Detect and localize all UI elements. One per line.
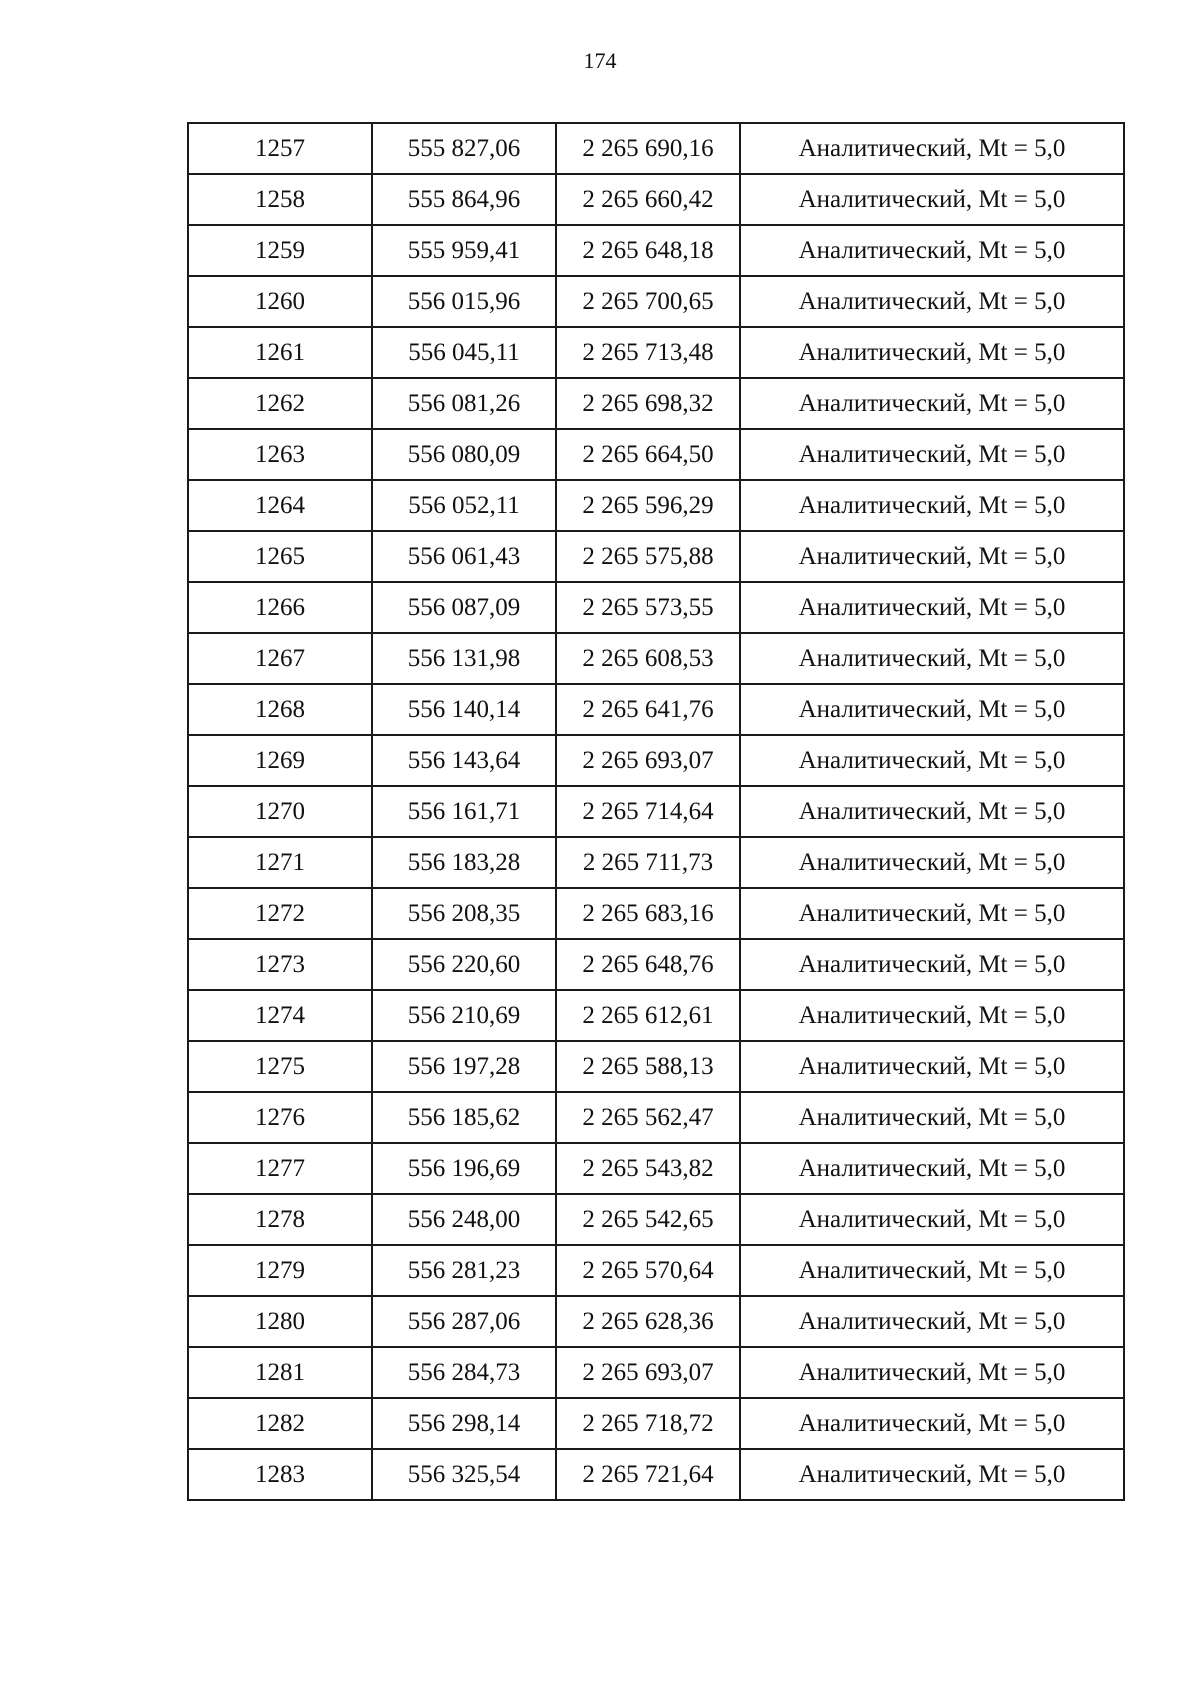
table-row <box>188 1347 1124 1398</box>
y-coordinate-cell: 2 265 648,18 <box>556 225 740 276</box>
table-row <box>188 990 1124 1041</box>
table-row <box>188 225 1124 276</box>
x-coordinate-cell: 555 827,06 <box>372 123 556 174</box>
method-cell: Аналитический, Mt = 5,0 <box>740 1449 1124 1500</box>
page-number: 174 <box>583 48 617 73</box>
point-number-cell: 1279 <box>188 1245 372 1296</box>
x-coordinate-cell: 555 864,96 <box>372 174 556 225</box>
x-coordinate-cell: 556 298,14 <box>372 1398 556 1449</box>
table-row <box>188 1449 1124 1500</box>
point-number-cell: 1263 <box>188 429 372 480</box>
y-coordinate-cell: 2 265 660,42 <box>556 174 740 225</box>
method-cell: Аналитический, Mt = 5,0 <box>740 582 1124 633</box>
y-coordinate-cell: 2 265 628,36 <box>556 1296 740 1347</box>
table-row <box>188 531 1124 582</box>
table-row <box>188 939 1124 990</box>
x-coordinate-cell: 556 087,09 <box>372 582 556 633</box>
point-number-cell: 1258 <box>188 174 372 225</box>
table-row <box>188 276 1124 327</box>
table-row <box>188 582 1124 633</box>
method-cell: Аналитический, Mt = 5,0 <box>740 327 1124 378</box>
y-coordinate-cell: 2 265 562,47 <box>556 1092 740 1143</box>
table-row <box>188 684 1124 735</box>
x-coordinate-cell: 556 140,14 <box>372 684 556 735</box>
method-cell: Аналитический, Mt = 5,0 <box>740 1041 1124 1092</box>
x-coordinate-cell: 556 045,11 <box>372 327 556 378</box>
y-coordinate-cell: 2 265 588,13 <box>556 1041 740 1092</box>
table-row <box>188 1194 1124 1245</box>
y-coordinate-cell: 2 265 608,53 <box>556 633 740 684</box>
point-number-cell: 1274 <box>188 990 372 1041</box>
x-coordinate-cell: 556 061,43 <box>372 531 556 582</box>
y-coordinate-cell: 2 265 721,64 <box>556 1449 740 1500</box>
x-coordinate-cell: 556 080,09 <box>372 429 556 480</box>
method-cell: Аналитический, Mt = 5,0 <box>740 990 1124 1041</box>
y-coordinate-cell: 2 265 690,16 <box>556 123 740 174</box>
x-coordinate-cell: 556 196,69 <box>372 1143 556 1194</box>
point-number-cell: 1268 <box>188 684 372 735</box>
table-row <box>188 378 1124 429</box>
method-cell: Аналитический, Mt = 5,0 <box>740 1398 1124 1449</box>
method-cell: Аналитический, Mt = 5,0 <box>740 735 1124 786</box>
y-coordinate-cell: 2 265 570,64 <box>556 1245 740 1296</box>
x-coordinate-cell: 556 210,69 <box>372 990 556 1041</box>
method-cell: Аналитический, Mt = 5,0 <box>740 633 1124 684</box>
method-cell: Аналитический, Mt = 5,0 <box>740 429 1124 480</box>
method-cell: Аналитический, Mt = 5,0 <box>740 276 1124 327</box>
coordinates-table-body <box>188 123 1124 1500</box>
table-row <box>188 429 1124 480</box>
method-cell: Аналитический, Mt = 5,0 <box>740 837 1124 888</box>
table-row <box>188 633 1124 684</box>
method-cell: Аналитический, Mt = 5,0 <box>740 225 1124 276</box>
point-number-cell: 1260 <box>188 276 372 327</box>
point-number-cell: 1265 <box>188 531 372 582</box>
y-coordinate-cell: 2 265 711,73 <box>556 837 740 888</box>
y-coordinate-cell: 2 265 596,29 <box>556 480 740 531</box>
x-coordinate-cell: 556 185,62 <box>372 1092 556 1143</box>
y-coordinate-cell: 2 265 664,50 <box>556 429 740 480</box>
y-coordinate-cell: 2 265 700,65 <box>556 276 740 327</box>
point-number-cell: 1283 <box>188 1449 372 1500</box>
point-number-cell: 1276 <box>188 1092 372 1143</box>
point-number-cell: 1264 <box>188 480 372 531</box>
x-coordinate-cell: 556 143,64 <box>372 735 556 786</box>
method-cell: Аналитический, Mt = 5,0 <box>740 531 1124 582</box>
x-coordinate-cell: 556 015,96 <box>372 276 556 327</box>
y-coordinate-cell: 2 265 693,07 <box>556 1347 740 1398</box>
y-coordinate-cell: 2 265 542,65 <box>556 1194 740 1245</box>
point-number-cell: 1261 <box>188 327 372 378</box>
point-number-cell: 1281 <box>188 1347 372 1398</box>
x-coordinate-cell: 556 220,60 <box>372 939 556 990</box>
point-number-cell: 1273 <box>188 939 372 990</box>
point-number-cell: 1277 <box>188 1143 372 1194</box>
method-cell: Аналитический, Mt = 5,0 <box>740 1194 1124 1245</box>
y-coordinate-cell: 2 265 573,55 <box>556 582 740 633</box>
point-number-cell: 1271 <box>188 837 372 888</box>
x-coordinate-cell: 556 131,98 <box>372 633 556 684</box>
x-coordinate-cell: 556 081,26 <box>372 378 556 429</box>
table-row <box>188 888 1124 939</box>
method-cell: Аналитический, Mt = 5,0 <box>740 939 1124 990</box>
table-row <box>188 123 1124 174</box>
method-cell: Аналитический, Mt = 5,0 <box>740 378 1124 429</box>
point-number-cell: 1272 <box>188 888 372 939</box>
method-cell: Аналитический, Mt = 5,0 <box>740 786 1124 837</box>
method-cell: Аналитический, Mt = 5,0 <box>740 1092 1124 1143</box>
x-coordinate-cell: 556 183,28 <box>372 837 556 888</box>
x-coordinate-cell: 556 052,11 <box>372 480 556 531</box>
point-number-cell: 1275 <box>188 1041 372 1092</box>
x-coordinate-cell: 556 284,73 <box>372 1347 556 1398</box>
x-coordinate-cell: 556 197,28 <box>372 1041 556 1092</box>
table-row <box>188 1245 1124 1296</box>
table-row <box>188 1041 1124 1092</box>
y-coordinate-cell: 2 265 698,32 <box>556 378 740 429</box>
point-number-cell: 1267 <box>188 633 372 684</box>
table-row <box>188 1143 1124 1194</box>
table-row <box>188 1092 1124 1143</box>
y-coordinate-cell: 2 265 713,48 <box>556 327 740 378</box>
method-cell: Аналитический, Mt = 5,0 <box>740 1245 1124 1296</box>
x-coordinate-cell: 556 325,54 <box>372 1449 556 1500</box>
method-cell: Аналитический, Mt = 5,0 <box>740 1143 1124 1194</box>
x-coordinate-cell: 556 208,35 <box>372 888 556 939</box>
point-number-cell: 1280 <box>188 1296 372 1347</box>
table-row <box>188 837 1124 888</box>
point-number-cell: 1270 <box>188 786 372 837</box>
table-row <box>188 1296 1124 1347</box>
table-row <box>188 174 1124 225</box>
table-row <box>188 480 1124 531</box>
x-coordinate-cell: 556 287,06 <box>372 1296 556 1347</box>
method-cell: Аналитический, Mt = 5,0 <box>740 174 1124 225</box>
method-cell: Аналитический, Mt = 5,0 <box>740 684 1124 735</box>
method-cell: Аналитический, Mt = 5,0 <box>740 123 1124 174</box>
table-row <box>188 735 1124 786</box>
point-number-cell: 1282 <box>188 1398 372 1449</box>
point-number-cell: 1257 <box>188 123 372 174</box>
y-coordinate-cell: 2 265 718,72 <box>556 1398 740 1449</box>
y-coordinate-cell: 2 265 648,76 <box>556 939 740 990</box>
method-cell: Аналитический, Mt = 5,0 <box>740 480 1124 531</box>
point-number-cell: 1269 <box>188 735 372 786</box>
y-coordinate-cell: 2 265 575,88 <box>556 531 740 582</box>
y-coordinate-cell: 2 265 543,82 <box>556 1143 740 1194</box>
point-number-cell: 1266 <box>188 582 372 633</box>
point-number-cell: 1259 <box>188 225 372 276</box>
point-number-cell: 1262 <box>188 378 372 429</box>
table-row <box>188 327 1124 378</box>
y-coordinate-cell: 2 265 683,16 <box>556 888 740 939</box>
table-row <box>188 786 1124 837</box>
x-coordinate-cell: 556 161,71 <box>372 786 556 837</box>
method-cell: Аналитический, Mt = 5,0 <box>740 1347 1124 1398</box>
y-coordinate-cell: 2 265 714,64 <box>556 786 740 837</box>
y-coordinate-cell: 2 265 641,76 <box>556 684 740 735</box>
point-number-cell: 1278 <box>188 1194 372 1245</box>
x-coordinate-cell: 556 248,00 <box>372 1194 556 1245</box>
coordinates-table <box>187 122 1125 1501</box>
x-coordinate-cell: 556 281,23 <box>372 1245 556 1296</box>
method-cell: Аналитический, Mt = 5,0 <box>740 1296 1124 1347</box>
y-coordinate-cell: 2 265 693,07 <box>556 735 740 786</box>
table-row <box>188 1398 1124 1449</box>
x-coordinate-cell: 555 959,41 <box>372 225 556 276</box>
method-cell: Аналитический, Mt = 5,0 <box>740 888 1124 939</box>
y-coordinate-cell: 2 265 612,61 <box>556 990 740 1041</box>
